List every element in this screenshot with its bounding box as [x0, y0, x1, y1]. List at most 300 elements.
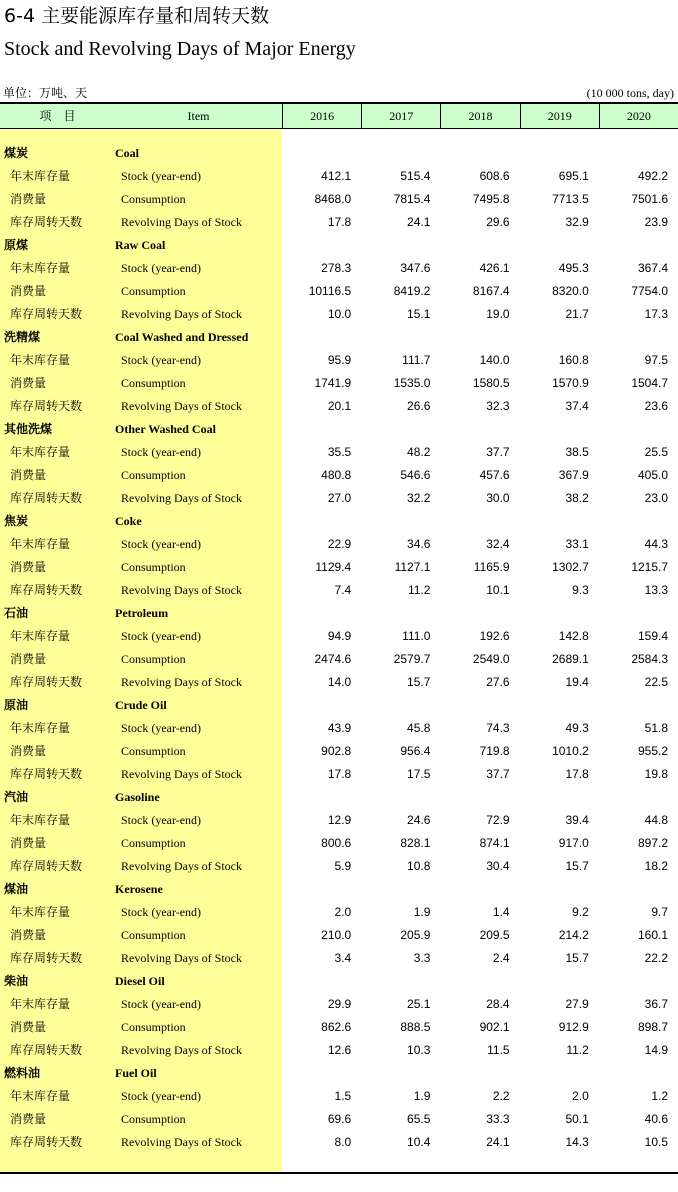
value-cell: 65.5: [407, 1112, 431, 1126]
table-row: [0, 924, 678, 947]
row-values: [282, 809, 678, 832]
value-cell: 37.7: [486, 445, 510, 459]
value-cell: 24.6: [407, 813, 431, 827]
row-values: [282, 855, 678, 878]
table-row: [0, 1131, 678, 1154]
row-values: [282, 625, 678, 648]
table-bottom-rule: [0, 1172, 678, 1174]
value-cell: 14.0: [327, 675, 352, 689]
table-row: [0, 763, 678, 786]
value-cell: 11.5: [487, 1043, 510, 1057]
row-label-chinese: 消费量: [10, 652, 47, 666]
table-row: [0, 579, 678, 602]
row-label-chinese: 库存周转天数: [10, 491, 83, 505]
value-cell: 15.7: [407, 675, 431, 689]
row-values: [282, 303, 678, 326]
table-row: [0, 349, 678, 372]
category-name-english: Kerosene: [115, 882, 163, 896]
value-cell: 2.2: [492, 1089, 510, 1103]
table-row: [0, 395, 678, 418]
category-name-chinese: 洗精煤: [4, 330, 41, 344]
value-cell: 26.6: [407, 399, 431, 413]
row-label-english: Stock (year-end): [121, 537, 202, 551]
value-cell: 11.2: [566, 1043, 589, 1057]
row-values: [282, 372, 678, 395]
value-cell: 94.9: [327, 629, 352, 643]
value-cell: 7501.6: [631, 192, 669, 206]
row-label-chinese: 年末库存量: [10, 537, 71, 551]
row-label-english: Consumption: [121, 1112, 186, 1126]
category-name-chinese: 煤炭: [4, 146, 29, 160]
row-label-chinese: 年末库存量: [10, 905, 71, 919]
value-cell: 34.6: [407, 537, 431, 551]
value-cell: 97.5: [644, 353, 669, 367]
row-label-english: Revolving Days of Stock: [121, 307, 242, 321]
value-cell: 367.9: [558, 468, 589, 482]
value-cell: 10.1: [486, 583, 510, 597]
row-values: [282, 1039, 678, 1062]
table-row: [0, 625, 678, 648]
value-cell: 1580.5: [472, 376, 510, 390]
row-label-english: Stock (year-end): [121, 813, 202, 827]
value-cell: 902.1: [479, 1020, 510, 1034]
value-cell: 38.5: [565, 445, 589, 459]
value-cell: 32.9: [565, 215, 589, 229]
value-cell: 140.0: [479, 353, 510, 367]
value-cell: 492.2: [637, 169, 669, 183]
value-cell: 956.4: [400, 744, 431, 758]
table-row: [0, 441, 678, 464]
header-year: 2020: [599, 104, 678, 128]
value-cell: 10.4: [407, 1135, 431, 1149]
value-cell: 912.9: [558, 1020, 589, 1034]
table-row: [0, 1039, 678, 1062]
value-cell: 24.1: [486, 1135, 510, 1149]
category-row: [0, 1062, 678, 1085]
value-cell: 19.8: [644, 767, 669, 781]
row-label-chinese: 库存周转天数: [10, 767, 83, 781]
value-cell: 160.8: [558, 353, 589, 367]
row-values: [282, 832, 678, 855]
table-row: [0, 1108, 678, 1131]
value-cell: 13.3: [644, 583, 669, 597]
value-cell: 1570.9: [552, 376, 589, 390]
value-cell: 1741.9: [314, 376, 352, 390]
value-cell: 95.9: [327, 353, 352, 367]
value-cell: 917.0: [558, 836, 589, 850]
table-row: [0, 533, 678, 556]
value-cell: 8167.4: [472, 284, 510, 298]
value-cell: 367.4: [637, 261, 669, 275]
value-cell: 25.1: [407, 997, 431, 1011]
row-label-chinese: 年末库存量: [10, 445, 71, 459]
value-cell: 29.6: [486, 215, 510, 229]
value-cell: 828.1: [400, 836, 431, 850]
value-cell: 44.3: [644, 537, 669, 551]
row-label-english: Stock (year-end): [121, 445, 202, 459]
row-values: [282, 579, 678, 602]
value-cell: 2474.6: [314, 652, 352, 666]
row-label-english: Consumption: [121, 652, 186, 666]
value-cell: 14.3: [565, 1135, 589, 1149]
row-label-chinese: 库存周转天数: [10, 951, 83, 965]
value-cell: 800.6: [321, 836, 352, 850]
row-label-chinese: 消费量: [10, 836, 47, 850]
value-cell: 17.8: [565, 767, 589, 781]
row-label-chinese: 库存周转天数: [10, 859, 83, 873]
value-cell: 15.7: [565, 859, 589, 873]
value-cell: 347.6: [400, 261, 431, 275]
value-cell: 874.1: [479, 836, 510, 850]
category-name-english: Coke: [115, 514, 142, 528]
value-cell: 897.2: [637, 836, 669, 850]
row-label-chinese: 消费量: [10, 928, 47, 942]
value-cell: 1215.7: [631, 560, 669, 574]
header-year: 2016: [282, 104, 361, 128]
row-label-english: Stock (year-end): [121, 169, 202, 183]
value-cell: 39.4: [565, 813, 589, 827]
row-label-english: Stock (year-end): [121, 353, 202, 367]
value-cell: 405.0: [637, 468, 669, 482]
table-row: [0, 901, 678, 924]
value-cell: 111.0: [402, 629, 431, 643]
row-label-english: Revolving Days of Stock: [121, 951, 242, 965]
row-values: [282, 924, 678, 947]
value-cell: 36.7: [644, 997, 669, 1011]
unit-label-chinese: 单位：万吨、天: [3, 86, 88, 100]
row-label-chinese: 消费量: [10, 744, 47, 758]
category-row: [0, 142, 678, 165]
row-label-english: Consumption: [121, 928, 186, 942]
category-row: [0, 694, 678, 717]
table-row: [0, 464, 678, 487]
table-row: [0, 280, 678, 303]
value-cell: 17.5: [407, 767, 431, 781]
value-cell: 17.3: [644, 307, 669, 321]
value-cell: 32.2: [407, 491, 431, 505]
value-cell: 7713.5: [552, 192, 589, 206]
row-label-chinese: 年末库存量: [10, 1089, 71, 1103]
row-label-english: Consumption: [121, 192, 186, 206]
value-cell: 19.4: [565, 675, 589, 689]
category-name-english: Other Washed Coal: [115, 422, 216, 436]
table-row: [0, 1016, 678, 1039]
row-label-english: Revolving Days of Stock: [121, 1043, 242, 1057]
value-cell: 72.9: [486, 813, 510, 827]
value-cell: 412.1: [321, 169, 352, 183]
row-label-english: Stock (year-end): [121, 721, 202, 735]
category-name-english: Coal Washed and Dressed: [115, 330, 249, 344]
category-name-chinese: 柴油: [4, 974, 29, 988]
row-label-english: Stock (year-end): [121, 629, 202, 643]
value-cell: 278.3: [321, 261, 352, 275]
value-cell: 10.3: [407, 1043, 431, 1057]
row-values: [282, 441, 678, 464]
header-year: 2018: [440, 104, 519, 128]
table-row: [0, 671, 678, 694]
value-cell: 1.9: [413, 1089, 431, 1103]
table-row: [0, 487, 678, 510]
value-cell: 45.8: [407, 721, 431, 735]
row-label-english: Consumption: [121, 284, 186, 298]
value-cell: 426.1: [479, 261, 510, 275]
value-cell: 18.2: [644, 859, 669, 873]
row-values: [282, 648, 678, 671]
table-row: [0, 556, 678, 579]
value-cell: 457.6: [479, 468, 510, 482]
header-years: [282, 104, 678, 128]
row-label-english: Revolving Days of Stock: [121, 491, 242, 505]
value-cell: 719.8: [479, 744, 510, 758]
row-label-english: Consumption: [121, 1020, 186, 1034]
value-cell: 74.3: [486, 721, 510, 735]
category-name-chinese: 燃料油: [4, 1066, 41, 1080]
value-cell: 210.0: [321, 928, 352, 942]
row-label-chinese: 库存周转天数: [10, 1043, 83, 1057]
value-cell: 14.9: [644, 1043, 669, 1057]
value-cell: 955.2: [637, 744, 669, 758]
value-cell: 7754.0: [631, 284, 669, 298]
row-values: [282, 211, 678, 234]
value-cell: 5.9: [334, 859, 352, 873]
row-label-chinese: 年末库存量: [10, 997, 71, 1011]
value-cell: 2549.0: [472, 652, 510, 666]
value-cell: 2689.1: [552, 652, 589, 666]
value-cell: 32.4: [486, 537, 510, 551]
row-values: [282, 717, 678, 740]
row-values: [282, 671, 678, 694]
value-cell: 30.0: [486, 491, 510, 505]
table-row: [0, 165, 678, 188]
value-cell: 2.4: [492, 951, 510, 965]
category-name-chinese: 原煤: [4, 238, 29, 252]
value-cell: 214.2: [558, 928, 589, 942]
row-values: [282, 349, 678, 372]
value-cell: 1504.7: [631, 376, 669, 390]
value-cell: 10.0: [327, 307, 352, 321]
row-label-english: Consumption: [121, 836, 186, 850]
value-cell: 8468.0: [314, 192, 352, 206]
row-label-chinese: 年末库存量: [10, 629, 71, 643]
category-name-english: Diesel Oil: [115, 974, 165, 988]
header-item-chinese: 项 目: [0, 104, 115, 128]
value-cell: 19.0: [486, 307, 510, 321]
value-cell: 43.9: [327, 721, 352, 735]
value-cell: 480.8: [321, 468, 352, 482]
value-cell: 33.3: [486, 1112, 510, 1126]
value-cell: 17.8: [327, 767, 352, 781]
row-values: [282, 257, 678, 280]
value-cell: 1129.4: [315, 560, 352, 574]
value-cell: 37.7: [486, 767, 510, 781]
row-values: [282, 901, 678, 924]
value-cell: 9.3: [572, 583, 589, 597]
category-name-chinese: 煤油: [4, 882, 29, 896]
table-row: [0, 1085, 678, 1108]
row-label-english: Consumption: [121, 560, 186, 574]
value-cell: 50.1: [565, 1112, 589, 1126]
row-label-english: Stock (year-end): [121, 1089, 202, 1103]
row-values: [282, 556, 678, 579]
value-cell: 40.6: [644, 1112, 669, 1126]
value-cell: 27.9: [565, 997, 589, 1011]
category-row: [0, 970, 678, 993]
table-row: [0, 648, 678, 671]
category-row: [0, 234, 678, 257]
table-body: [0, 142, 678, 1154]
category-name-chinese: 石油: [4, 606, 29, 620]
table-row: [0, 717, 678, 740]
row-values: [282, 165, 678, 188]
value-cell: 695.1: [558, 169, 589, 183]
energy-stock-table: [0, 102, 678, 1174]
value-cell: 28.4: [486, 997, 510, 1011]
value-cell: 51.8: [644, 721, 669, 735]
row-values: [282, 1016, 678, 1039]
value-cell: 902.8: [321, 744, 352, 758]
value-cell: 15.7: [565, 951, 589, 965]
category-row: [0, 602, 678, 625]
value-cell: 27.0: [327, 491, 352, 505]
value-cell: 1302.7: [552, 560, 589, 574]
value-cell: 23.9: [644, 215, 669, 229]
header-item-english: Item: [115, 104, 282, 128]
row-label-chinese: 消费量: [10, 468, 47, 482]
category-name-english: Petroleum: [115, 606, 169, 620]
row-label-english: Revolving Days of Stock: [121, 767, 242, 781]
value-cell: 12.6: [327, 1043, 352, 1057]
category-name-english: Fuel Oil: [115, 1066, 157, 1080]
row-label-chinese: 库存周转天数: [10, 675, 83, 689]
value-cell: 32.3: [486, 399, 510, 413]
value-cell: 2584.3: [631, 652, 669, 666]
value-cell: 159.4: [637, 629, 669, 643]
row-label-english: Stock (year-end): [121, 905, 202, 919]
row-label-english: Revolving Days of Stock: [121, 1135, 242, 1149]
row-label-chinese: 年末库存量: [10, 353, 71, 367]
row-label-english: Revolving Days of Stock: [121, 675, 242, 689]
value-cell: 30.4: [486, 859, 510, 873]
value-cell: 546.6: [400, 468, 431, 482]
value-cell: 2.0: [334, 905, 352, 919]
row-label-chinese: 消费量: [10, 284, 47, 298]
value-cell: 2579.7: [393, 652, 431, 666]
row-values: [282, 464, 678, 487]
value-cell: 7495.8: [472, 192, 510, 206]
value-cell: 608.6: [479, 169, 510, 183]
value-cell: 8419.2: [393, 284, 431, 298]
value-cell: 205.9: [400, 928, 431, 942]
value-cell: 142.8: [558, 629, 589, 643]
category-row: [0, 418, 678, 441]
value-cell: 9.2: [572, 905, 589, 919]
row-values: [282, 533, 678, 556]
table-row: [0, 303, 678, 326]
row-label-english: Revolving Days of Stock: [121, 399, 242, 413]
value-cell: 1.4: [492, 905, 510, 919]
value-cell: 10116.5: [308, 284, 352, 298]
value-cell: 37.4: [565, 399, 589, 413]
row-values: [282, 763, 678, 786]
value-cell: 35.5: [327, 445, 352, 459]
row-label-chinese: 库存周转天数: [10, 215, 83, 229]
category-name-english: Coal: [115, 146, 139, 160]
unit-label-english: (10 000 tons, day): [586, 86, 674, 100]
value-cell: 69.6: [327, 1112, 352, 1126]
value-cell: 23.0: [644, 491, 669, 505]
value-cell: 22.2: [644, 951, 669, 965]
value-cell: 111.7: [402, 353, 431, 367]
value-cell: 38.2: [565, 491, 589, 505]
row-label-english: Consumption: [121, 744, 186, 758]
row-label-english: Revolving Days of Stock: [121, 859, 242, 873]
row-values: [282, 395, 678, 418]
value-cell: 23.6: [644, 399, 669, 413]
value-cell: 1127.1: [394, 560, 431, 574]
category-row: [0, 326, 678, 349]
value-cell: 20.1: [327, 399, 352, 413]
row-label-chinese: 库存周转天数: [10, 1135, 83, 1149]
category-row: [0, 786, 678, 809]
row-label-english: Stock (year-end): [121, 997, 202, 1011]
row-label-chinese: 年末库存量: [10, 169, 71, 183]
value-cell: 1010.2: [552, 744, 589, 758]
category-name-english: Crude Oil: [115, 698, 167, 712]
row-label-english: Revolving Days of Stock: [121, 215, 242, 229]
row-label-chinese: 库存周转天数: [10, 307, 83, 321]
row-label-chinese: 消费量: [10, 1020, 47, 1034]
value-cell: 862.6: [321, 1020, 352, 1034]
row-values: [282, 1108, 678, 1131]
value-cell: 7815.4: [393, 192, 431, 206]
page-title-chinese: 6-4 主要能源库存量和周转天数: [4, 5, 270, 27]
header-year: 2017: [361, 104, 440, 128]
row-label-english: Stock (year-end): [121, 261, 202, 275]
value-cell: 33.1: [565, 537, 589, 551]
value-cell: 22.5: [644, 675, 669, 689]
value-cell: 44.8: [644, 813, 669, 827]
table-row: [0, 740, 678, 763]
table-row: [0, 947, 678, 970]
table-row: [0, 855, 678, 878]
category-name-chinese: 其他洗煤: [4, 422, 53, 436]
row-label-chinese: 消费量: [10, 192, 47, 206]
value-cell: 49.3: [565, 721, 589, 735]
value-cell: 495.3: [558, 261, 589, 275]
table-row: [0, 211, 678, 234]
value-cell: 888.5: [400, 1020, 431, 1034]
value-cell: 48.2: [407, 445, 431, 459]
value-cell: 192.6: [479, 629, 510, 643]
row-label-chinese: 库存周转天数: [10, 399, 83, 413]
value-cell: 10.8: [407, 859, 431, 873]
value-cell: 3.3: [413, 951, 431, 965]
value-cell: 1535.0: [393, 376, 431, 390]
row-values: [282, 280, 678, 303]
category-name-chinese: 原油: [4, 698, 29, 712]
row-values: [282, 947, 678, 970]
row-label-chinese: 年末库存量: [10, 813, 71, 827]
value-cell: 7.4: [334, 583, 352, 597]
row-label-chinese: 库存周转天数: [10, 583, 83, 597]
value-cell: 22.9: [327, 537, 352, 551]
value-cell: 1.5: [334, 1089, 352, 1103]
value-cell: 8.0: [334, 1135, 352, 1149]
row-label-chinese: 年末库存量: [10, 261, 71, 275]
row-label-chinese: 消费量: [10, 376, 47, 390]
value-cell: 1.2: [651, 1089, 669, 1103]
value-cell: 29.9: [327, 997, 352, 1011]
